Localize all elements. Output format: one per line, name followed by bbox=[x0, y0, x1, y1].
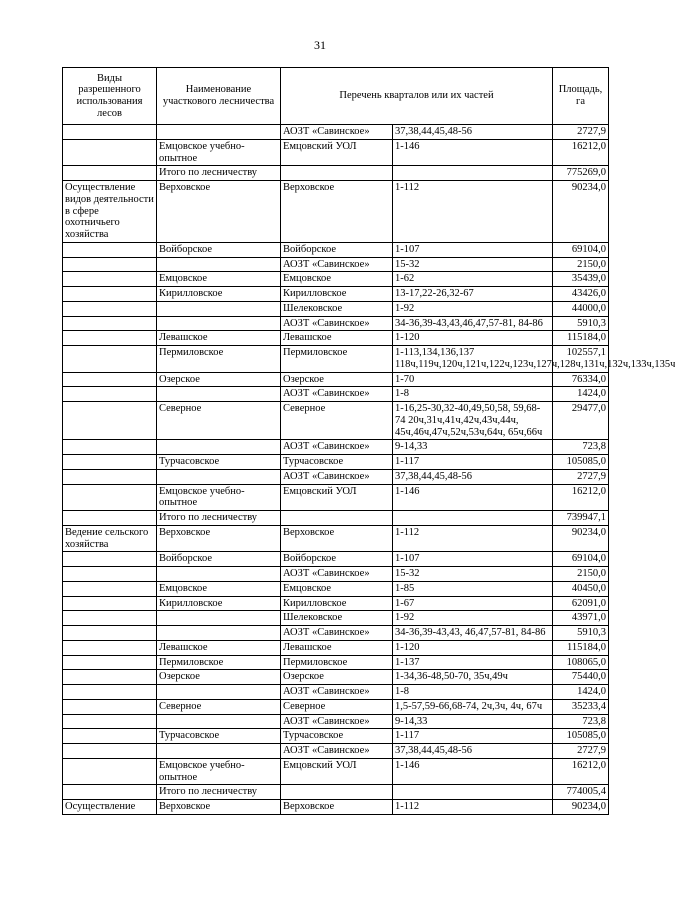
cell-quarters: 1-117 bbox=[393, 455, 553, 470]
cell-quarters: 1-8 bbox=[393, 387, 553, 402]
table-row bbox=[63, 785, 609, 800]
table-row bbox=[63, 440, 609, 455]
cell-use-type: Ведение сельского хозяйства bbox=[63, 525, 157, 552]
cell-use-type bbox=[63, 785, 157, 800]
cell-quarters: 34-36,39-43,43,46,47,57-81, 84-86 bbox=[393, 316, 553, 331]
table-row bbox=[63, 699, 609, 714]
cell-use-type bbox=[63, 166, 157, 181]
cell-area: 2150,0 bbox=[553, 257, 609, 272]
cell-area: 16212,0 bbox=[553, 758, 609, 785]
cell-quarters: 1-112 bbox=[393, 181, 553, 243]
cell-area: 2150,0 bbox=[553, 567, 609, 582]
cell-quarters: 37,38,44,45,48-56 bbox=[393, 744, 553, 759]
table-row bbox=[63, 287, 609, 302]
cell-area: 40450,0 bbox=[553, 581, 609, 596]
cell-quarters: 37,38,44,45,48-56 bbox=[393, 125, 553, 140]
table-row bbox=[63, 744, 609, 759]
cell-subdistrict: Пермиловское bbox=[281, 346, 393, 373]
table-row bbox=[63, 301, 609, 316]
cell-district: Северное bbox=[157, 402, 281, 440]
cell-district bbox=[157, 469, 281, 484]
table-row bbox=[63, 372, 609, 387]
cell-subdistrict: Турчасовское bbox=[281, 729, 393, 744]
cell-subdistrict: АОЗТ «Савинское» bbox=[281, 440, 393, 455]
cell-quarters: 1-92 bbox=[393, 301, 553, 316]
cell-use-type bbox=[63, 714, 157, 729]
cell-quarters: 1-107 bbox=[393, 552, 553, 567]
cell-quarters: 1-120 bbox=[393, 331, 553, 346]
cell-use-type bbox=[63, 626, 157, 641]
cell-area: 35233,4 bbox=[553, 699, 609, 714]
cell-district bbox=[157, 626, 281, 641]
cell-use-type bbox=[63, 272, 157, 287]
header-quarters: Перечень кварталов или их частей bbox=[281, 68, 553, 125]
cell-district: Итого по лесничеству bbox=[157, 785, 281, 800]
cell-subdistrict: АОЗТ «Савинское» bbox=[281, 567, 393, 582]
cell-subdistrict: Емцовское bbox=[281, 272, 393, 287]
cell-district bbox=[157, 567, 281, 582]
cell-district: Левашское bbox=[157, 331, 281, 346]
table-row bbox=[63, 242, 609, 257]
cell-quarters: 13-17,22-26,32-67 bbox=[393, 287, 553, 302]
cell-quarters: 1-70 bbox=[393, 372, 553, 387]
cell-subdistrict: АОЗТ «Савинское» bbox=[281, 257, 393, 272]
table-header-row bbox=[63, 68, 609, 125]
cell-use-type: Осуществление bbox=[63, 800, 157, 815]
header-use-type: Виды разрешенного использования лесов bbox=[63, 68, 157, 125]
table-row bbox=[63, 272, 609, 287]
cell-use-type bbox=[63, 125, 157, 140]
cell-area: 75440,0 bbox=[553, 670, 609, 685]
cell-area: 69104,0 bbox=[553, 242, 609, 257]
cell-use-type bbox=[63, 484, 157, 511]
table-row bbox=[63, 729, 609, 744]
cell-subdistrict: АОЗТ «Савинское» bbox=[281, 387, 393, 402]
table-row bbox=[63, 685, 609, 700]
cell-use-type bbox=[63, 655, 157, 670]
cell-subdistrict: АОЗТ «Савинское» bbox=[281, 125, 393, 140]
cell-area: 2727,9 bbox=[553, 469, 609, 484]
cell-quarters: 1-112 bbox=[393, 525, 553, 552]
header-area: Площадь, га bbox=[553, 68, 609, 125]
cell-quarters bbox=[393, 166, 553, 181]
cell-subdistrict: Емцовское bbox=[281, 581, 393, 596]
cell-quarters: 15-32 bbox=[393, 257, 553, 272]
cell-use-type bbox=[63, 469, 157, 484]
cell-district: Емцовское bbox=[157, 581, 281, 596]
cell-district: Емцовское учебно-опытное bbox=[157, 139, 281, 166]
cell-area: 5910,3 bbox=[553, 316, 609, 331]
cell-area: 16212,0 bbox=[553, 484, 609, 511]
cell-district: Емцовское bbox=[157, 272, 281, 287]
cell-subdistrict: Кирилловское bbox=[281, 287, 393, 302]
cell-quarters: 1-85 bbox=[393, 581, 553, 596]
cell-area: 739947,1 bbox=[553, 511, 609, 526]
cell-district: Левашское bbox=[157, 640, 281, 655]
cell-quarters: 1-146 bbox=[393, 758, 553, 785]
cell-use-type bbox=[63, 744, 157, 759]
cell-district: Верховское bbox=[157, 181, 281, 243]
cell-subdistrict: Озерское bbox=[281, 670, 393, 685]
cell-subdistrict: Верховское bbox=[281, 800, 393, 815]
cell-area: 43971,0 bbox=[553, 611, 609, 626]
cell-area: 44000,0 bbox=[553, 301, 609, 316]
cell-area: 723,8 bbox=[553, 714, 609, 729]
table-body bbox=[63, 125, 675, 815]
table-row bbox=[63, 655, 609, 670]
table-row bbox=[63, 316, 609, 331]
table-row bbox=[63, 455, 609, 470]
cell-use-type bbox=[63, 139, 157, 166]
cell-area: 774005,4 bbox=[553, 785, 609, 800]
cell-quarters: 1-8 bbox=[393, 685, 553, 700]
table-row bbox=[63, 670, 609, 685]
table-row bbox=[63, 581, 609, 596]
cell-quarters: 1-67 bbox=[393, 596, 553, 611]
cell-subdistrict: Верховское bbox=[281, 181, 393, 243]
cell-area: 105085,0 bbox=[553, 455, 609, 470]
cell-district bbox=[157, 316, 281, 331]
cell-area: 90234,0 bbox=[553, 181, 609, 243]
table-row bbox=[63, 257, 609, 272]
cell-quarters bbox=[393, 511, 553, 526]
cell-district: Итого по лесничеству bbox=[157, 511, 281, 526]
table-row bbox=[63, 596, 609, 611]
cell-use-type bbox=[63, 567, 157, 582]
cell-subdistrict: АОЗТ «Савинское» bbox=[281, 316, 393, 331]
table-row bbox=[63, 714, 609, 729]
cell-use-type bbox=[63, 331, 157, 346]
cell-quarters bbox=[393, 785, 553, 800]
cell-subdistrict: Левашское bbox=[281, 331, 393, 346]
cell-use-type bbox=[63, 455, 157, 470]
cell-quarters: 1-92 bbox=[393, 611, 553, 626]
cell-quarters: 1,5-57,59-66,68-74, 2ч,3ч, 4ч, 67ч bbox=[393, 699, 553, 714]
cell-use-type bbox=[63, 257, 157, 272]
cell-area: 35439,0 bbox=[553, 272, 609, 287]
table-row bbox=[63, 511, 609, 526]
cell-area: 115184,0 bbox=[553, 640, 609, 655]
cell-district bbox=[157, 744, 281, 759]
cell-quarters: 1-113,134,136,137 118ч,119ч,120ч,121ч,122ч,123ч,127ч,128ч,131ч,132ч,133ч,135ч bbox=[393, 346, 553, 373]
cell-area: 62091,0 bbox=[553, 596, 609, 611]
cell-subdistrict: АОЗТ «Савинское» bbox=[281, 685, 393, 700]
cell-subdistrict: АОЗТ «Савинское» bbox=[281, 469, 393, 484]
cell-use-type bbox=[63, 581, 157, 596]
cell-district: Северное bbox=[157, 699, 281, 714]
table-row bbox=[63, 484, 609, 511]
cell-quarters: 34-36,39-43,43, 46,47,57-81, 84-86 bbox=[393, 626, 553, 641]
cell-use-type bbox=[63, 387, 157, 402]
cell-district: Емцовское учебно-опытное bbox=[157, 758, 281, 785]
cell-use-type bbox=[63, 242, 157, 257]
header-district: Наименование участкового лесничества bbox=[157, 68, 281, 125]
cell-subdistrict: Войборское bbox=[281, 242, 393, 257]
cell-quarters: 1-120 bbox=[393, 640, 553, 655]
cell-subdistrict: АОЗТ «Савинское» bbox=[281, 626, 393, 641]
cell-area: 69104,0 bbox=[553, 552, 609, 567]
cell-district: Кирилловское bbox=[157, 287, 281, 302]
cell-subdistrict: Шелековское bbox=[281, 611, 393, 626]
cell-district: Турчасовское bbox=[157, 729, 281, 744]
cell-quarters: 1-62 bbox=[393, 272, 553, 287]
table-row bbox=[63, 166, 609, 181]
cell-subdistrict: Емцовский УОЛ bbox=[281, 758, 393, 785]
table-row bbox=[63, 331, 609, 346]
cell-subdistrict bbox=[281, 166, 393, 181]
cell-quarters: 9-14,33 bbox=[393, 440, 553, 455]
cell-use-type bbox=[63, 346, 157, 373]
cell-area: 108065,0 bbox=[553, 655, 609, 670]
cell-area: 723,8 bbox=[553, 440, 609, 455]
cell-use-type bbox=[63, 511, 157, 526]
cell-area: 115184,0 bbox=[553, 331, 609, 346]
cell-use-type bbox=[63, 596, 157, 611]
cell-district bbox=[157, 257, 281, 272]
cell-subdistrict: Емцовский УОЛ bbox=[281, 484, 393, 511]
cell-district bbox=[157, 685, 281, 700]
cell-area: 29477,0 bbox=[553, 402, 609, 440]
cell-use-type bbox=[63, 301, 157, 316]
cell-district: Турчасовское bbox=[157, 455, 281, 470]
table-row bbox=[63, 139, 609, 166]
cell-area: 775269,0 bbox=[553, 166, 609, 181]
table-row bbox=[63, 758, 609, 785]
cell-subdistrict: Левашское bbox=[281, 640, 393, 655]
cell-district bbox=[157, 387, 281, 402]
cell-area: 90234,0 bbox=[553, 800, 609, 815]
cell-quarters: 1-137 bbox=[393, 655, 553, 670]
table-row bbox=[63, 611, 609, 626]
cell-subdistrict bbox=[281, 511, 393, 526]
cell-quarters: 15-32 bbox=[393, 567, 553, 582]
table-row bbox=[63, 387, 609, 402]
cell-district bbox=[157, 301, 281, 316]
cell-subdistrict: Шелековское bbox=[281, 301, 393, 316]
cell-subdistrict: Северное bbox=[281, 699, 393, 714]
cell-subdistrict: Верховское bbox=[281, 525, 393, 552]
cell-area: 102557,1 bbox=[553, 346, 609, 373]
cell-quarters: 1-107 bbox=[393, 242, 553, 257]
cell-use-type bbox=[63, 685, 157, 700]
cell-area: 76334,0 bbox=[553, 372, 609, 387]
cell-district: Озерское bbox=[157, 670, 281, 685]
cell-district: Пермиловское bbox=[157, 346, 281, 373]
cell-use-type bbox=[63, 640, 157, 655]
cell-use-type bbox=[63, 758, 157, 785]
table-row bbox=[63, 626, 609, 641]
cell-subdistrict: Турчасовское bbox=[281, 455, 393, 470]
cell-use-type bbox=[63, 316, 157, 331]
cell-use-type bbox=[63, 372, 157, 387]
table-row bbox=[63, 125, 609, 140]
table-row bbox=[63, 346, 609, 373]
cell-area: 1424,0 bbox=[553, 387, 609, 402]
cell-district: Емцовское учебно-опытное bbox=[157, 484, 281, 511]
cell-subdistrict: Северное bbox=[281, 402, 393, 440]
cell-quarters: 1-117 bbox=[393, 729, 553, 744]
cell-district: Пермиловское bbox=[157, 655, 281, 670]
forest-use-table bbox=[62, 67, 675, 815]
cell-area: 2727,9 bbox=[553, 125, 609, 140]
table-row bbox=[63, 469, 609, 484]
table-row bbox=[63, 402, 609, 440]
cell-area: 16212,0 bbox=[553, 139, 609, 166]
cell-use-type bbox=[63, 699, 157, 714]
cell-quarters: 1-146 bbox=[393, 139, 553, 166]
cell-district: Итого по лесничеству bbox=[157, 166, 281, 181]
cell-subdistrict: АОЗТ «Савинское» bbox=[281, 714, 393, 729]
cell-subdistrict bbox=[281, 785, 393, 800]
cell-district bbox=[157, 611, 281, 626]
cell-use-type bbox=[63, 611, 157, 626]
cell-area: 2727,9 bbox=[553, 744, 609, 759]
cell-use-type bbox=[63, 402, 157, 440]
cell-use-type bbox=[63, 552, 157, 567]
table-row bbox=[63, 567, 609, 582]
page-number: 31 bbox=[314, 38, 326, 52]
cell-subdistrict: Озерское bbox=[281, 372, 393, 387]
cell-district: Озерское bbox=[157, 372, 281, 387]
cell-district bbox=[157, 714, 281, 729]
cell-area: 1424,0 bbox=[553, 685, 609, 700]
cell-district: Верховское bbox=[157, 800, 281, 815]
cell-use-type bbox=[63, 440, 157, 455]
cell-district: Войборское bbox=[157, 552, 281, 567]
cell-area: 5910,3 bbox=[553, 626, 609, 641]
cell-quarters: 1-34,36-48,50-70, 35ч,49ч bbox=[393, 670, 553, 685]
table-row bbox=[63, 800, 609, 815]
cell-subdistrict: Пермиловское bbox=[281, 655, 393, 670]
cell-use-type bbox=[63, 670, 157, 685]
table-row bbox=[63, 525, 609, 552]
cell-subdistrict: Кирилловское bbox=[281, 596, 393, 611]
table-row bbox=[63, 640, 609, 655]
cell-use-type bbox=[63, 729, 157, 744]
cell-quarters: 37,38,44,45,48-56 bbox=[393, 469, 553, 484]
cell-area: 90234,0 bbox=[553, 525, 609, 552]
cell-district: Войборское bbox=[157, 242, 281, 257]
cell-use-type: Осуществление видов деятельности в сфере охотничьего хозяйства bbox=[63, 181, 157, 243]
cell-quarters: 9-14,33 bbox=[393, 714, 553, 729]
cell-district: Кирилловское bbox=[157, 596, 281, 611]
cell-subdistrict: Емцовский УОЛ bbox=[281, 139, 393, 166]
cell-area: 43426,0 bbox=[553, 287, 609, 302]
cell-subdistrict: Войборское bbox=[281, 552, 393, 567]
table-row bbox=[63, 181, 609, 243]
cell-district bbox=[157, 440, 281, 455]
table-row bbox=[63, 552, 609, 567]
cell-quarters: 1-112 bbox=[393, 800, 553, 815]
cell-quarters: 1-146 bbox=[393, 484, 553, 511]
cell-district bbox=[157, 125, 281, 140]
cell-subdistrict: АОЗТ «Савинское» bbox=[281, 744, 393, 759]
cell-district: Верховское bbox=[157, 525, 281, 552]
cell-area: 105085,0 bbox=[553, 729, 609, 744]
cell-use-type bbox=[63, 287, 157, 302]
cell-quarters: 1-16,25-30,32-40,49,50,58, 59,68-74 20ч,31ч,41ч,42ч,43ч,44ч, 45ч,46ч,47ч,52ч,53ч,64ч, 65ч,66ч bbox=[393, 402, 553, 440]
